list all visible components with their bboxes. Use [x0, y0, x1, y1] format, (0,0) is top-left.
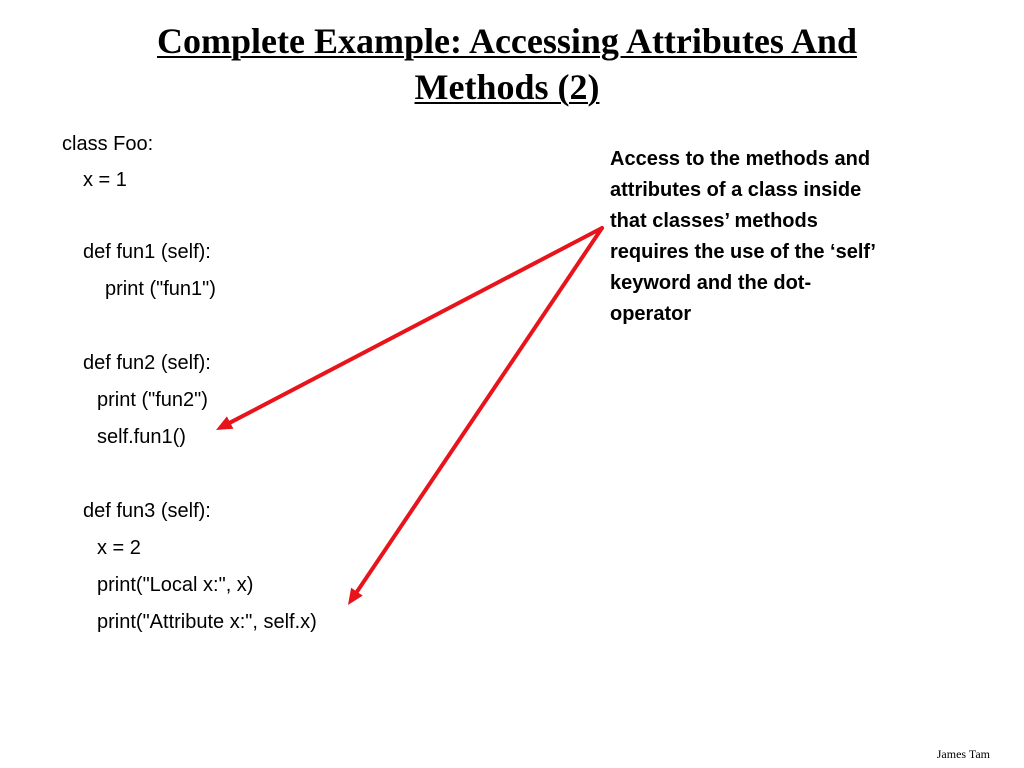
arrow-to-self-fun1 [216, 228, 602, 430]
code-line-x-assign: x = 1 [83, 169, 127, 191]
arrow-to-self-x [348, 228, 602, 605]
code-line-x-local: x = 2 [97, 537, 141, 559]
code-line-print-local: print("Local x:", x) [97, 574, 254, 596]
callout-note-line-3: that classes’ methods [610, 210, 818, 232]
arrow-to-self-fun1-shaft [230, 228, 602, 423]
code-line-def-fun2: def fun2 (self): [83, 352, 211, 374]
callout-note-line-5: keyword and the dot- [610, 272, 812, 294]
slide-title [60, 18, 954, 110]
arrow-to-self-x-shaft [357, 228, 602, 592]
callout-note [610, 144, 970, 330]
callout-note-line-1: Access to the methods and [610, 148, 871, 170]
code-line-print-fun2: print ("fun2") [97, 389, 208, 411]
code-line-self-fun1: self.fun1() [97, 426, 186, 448]
code-line-def-fun3: def fun3 (self): [83, 500, 211, 522]
arrow-to-self-x-head [348, 588, 363, 605]
callout-note-line-2: attributes of a class inside [610, 179, 862, 201]
callout-note-line-6: operator [610, 303, 692, 325]
slide-title-line-2: Methods (2) [414, 67, 600, 107]
code-line-def-fun1: def fun1 (self): [83, 241, 211, 263]
arrow-to-self-fun1-head [216, 416, 233, 430]
arrow-group [216, 228, 602, 605]
code-line-print-attribute: print("Attribute x:", self.x) [97, 611, 317, 633]
code-line-print-fun1: print ("fun1") [105, 278, 216, 300]
footer-author: James Tam [936, 747, 990, 761]
code-line-class-foo: class Foo: [62, 133, 154, 155]
callout-note-line-4: requires the use of the ‘self’ [610, 241, 876, 263]
slide-title-line-1: Complete Example: Accessing Attributes And [157, 21, 857, 61]
